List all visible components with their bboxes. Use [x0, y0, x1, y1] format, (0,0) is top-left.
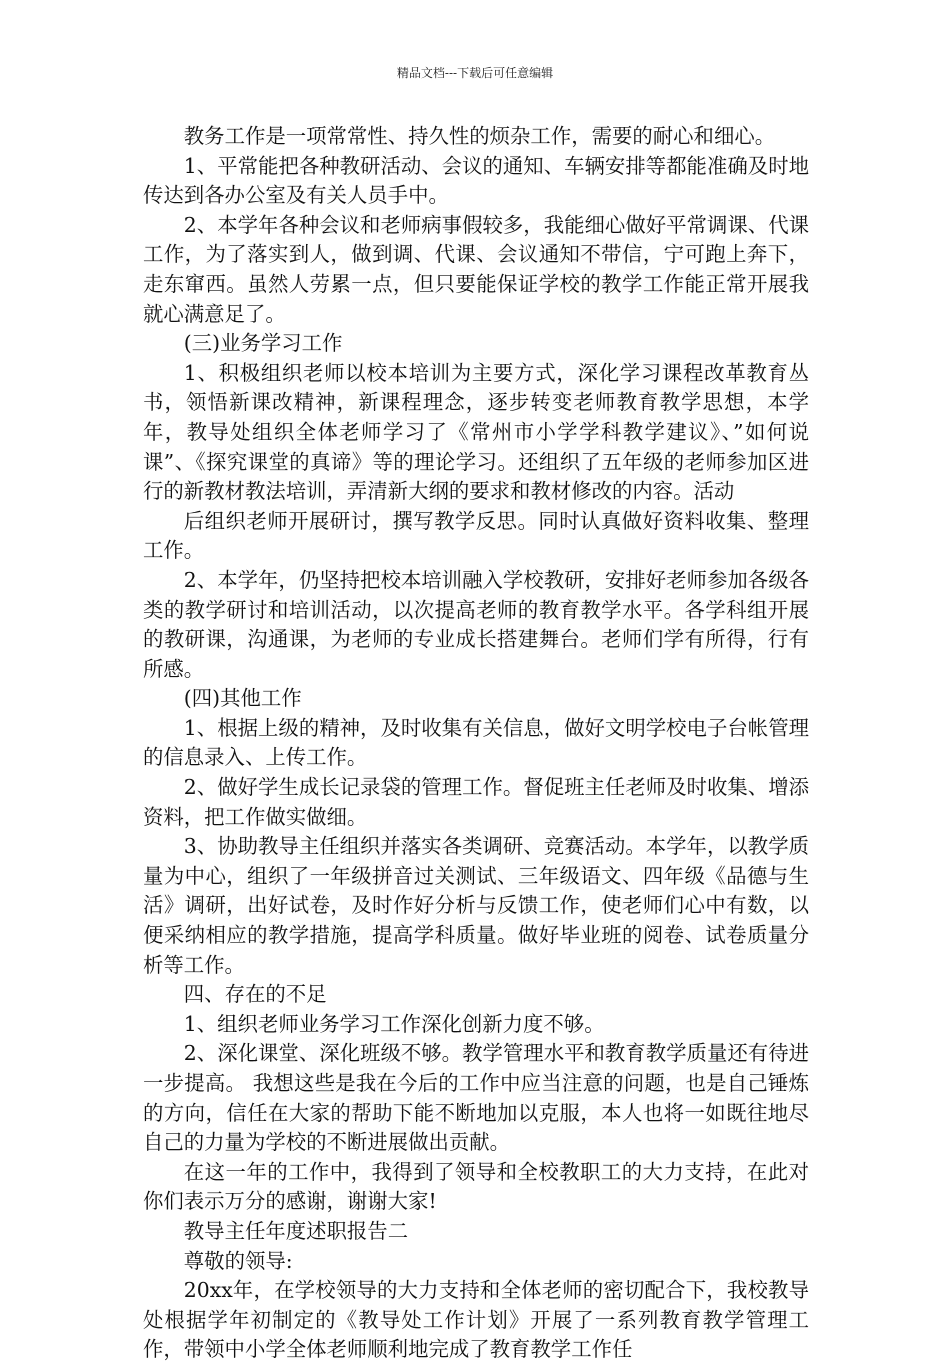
section-heading: 四、存在的不足: [183, 982, 327, 1007]
paragraph: 3、协助教导主任组织并落实各类调研、竞赛活动。本学年，以教学质量为中心，组织了一年级拼音过关测试、三年级语文、四年级《品德与生活》调研，出好试卷，及时作好分析与反馈工作，使老师们心中有数，以便采纳相应的教学措施，提高学科质量。做好毕业班的阅卷、试卷质量分析等工作。: [143, 834, 809, 977]
paragraph: 1、根据上级的精神，及时收集有关信息，做好文明学校电子台帐管理的信息录入、上传工作。: [143, 715, 809, 770]
document-body: [143, 122, 809, 1365]
paragraph: 1、组织老师业务学习工作深化创新力度不够。: [183, 1011, 605, 1036]
page-header: 精品文档---下载后可任意编辑: [396, 66, 554, 80]
paragraph: 教务工作是一项常常性、持久性的烦杂工作，需要的耐心和细心。: [183, 124, 776, 148]
report-title: 教导主任年度述职报告二: [183, 1218, 409, 1243]
section-heading: (三)业务学习工作: [183, 331, 343, 356]
paragraph: 2、做好学生成长记录袋的管理工作。督促班主任老师及时收集、增添资料，把工作做实做细。: [143, 775, 809, 829]
paragraph: 后组织老师开展研讨，撰写教学反思。同时认真做好资料收集、整理工作。: [143, 508, 809, 563]
paragraph: 1、积极组织老师以校本培训为主要方式，深化学习课程改革教育丛书，领悟新课改精神，新课程理念，逐步转变老师教育教学思想，本学年，教导处组织全体老师学习了《常州市小学学科教学建议》、”如何说课”、《探究课堂的真谛》等的理论学习。还组织了五年级的老师参加区进行的新教材教法培训，弄清新大纲的要求和教材修改的内容。活动: [143, 360, 809, 504]
paragraph: 20xx年，在学校领导的大力支持和全体老师的密切配合下，我校教导处根据学年初制定的《教导处工作计划》开展了一系列教育教学管理工作，带领中小学全体老师顺利地完成了教育教学工作任: [143, 1278, 809, 1362]
paragraph: 2、本学年各种会议和老师病事假较多，我能细心做好平常调课、代课工作，为了落实到人，做到调、代课、会议通知不带信，宁可跑上奔下，走东窜西。虽然人劳累一点，但只要能保证学校的教学工作能正常开展我就心满意足了。: [143, 212, 809, 326]
paragraph: 2、深化课堂、深化班级不够。教学管理水平和教育教学质量还有待进一步提高。 我想这些是我在今后的工作中应当注意的问题，也是自己锤炼的方向，信任在大家的帮助下能不断地加以克服，本人也将一如既往地尽自己的力量为学校的不断进展做出贡献。: [143, 1041, 809, 1155]
paragraph: 2、本学年，仍坚持把校本培训融入学校教研，安排好老师参加各级各类的教学研讨和培训活动，以次提高老师的教育教学水平。各学科组开展的教研课，沟通课，为老师的专业成长搭建舞台。老师们学有所得，行有所感。: [143, 567, 809, 681]
paragraph: 1、平常能把各种教研活动、会议的通知、车辆安排等都能准确及时地传达到各办公室及有关人员手中。: [143, 153, 809, 208]
salutation: 尊敬的领导:: [183, 1248, 293, 1273]
section-heading: (四)其他工作: [183, 686, 302, 711]
paragraph: 在这一年的工作中，我得到了领导和全校教职工的大力支持，在此对你们表示万分的感谢，谢谢大家!: [143, 1159, 809, 1214]
